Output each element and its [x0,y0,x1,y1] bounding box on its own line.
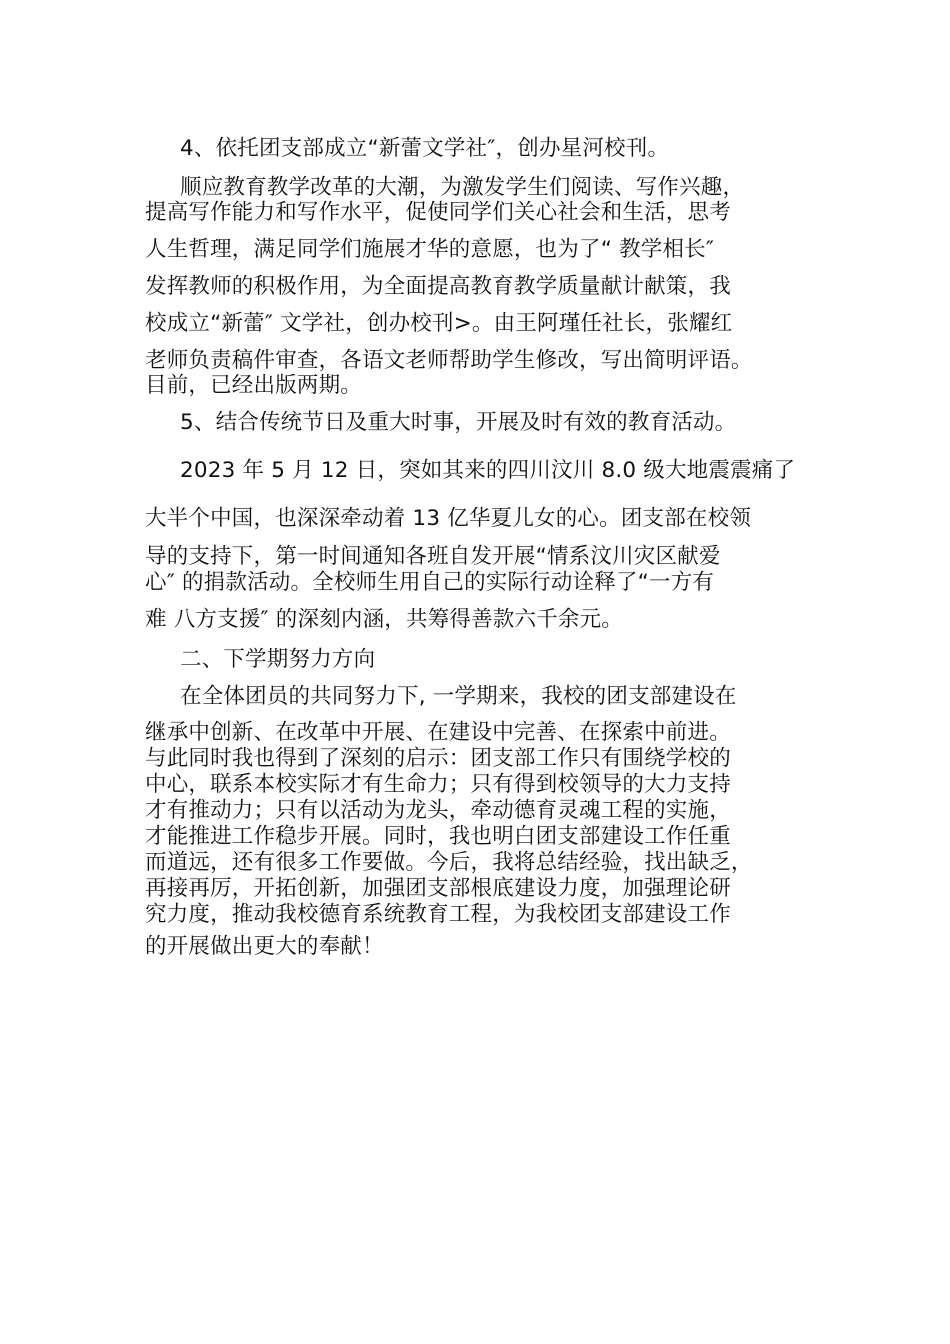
paragraph-line: 而道远，还有很多工作要做。今后，我将总结经验，找出缺乏， [145,850,753,875]
section-heading-2: 二、下学期努力方向 [180,647,376,672]
paragraph-line: 老师负责稿件审查，各语文老师帮助学生修改，写出简明评语。 [145,348,753,373]
paragraph-line: 顺应教育教学改革的大潮，为激发学生们阅读、写作兴趣， [180,175,745,200]
paragraph-line: 才有推动力；只有以活动为龙头，牵动德育灵魂工程的实施， [145,798,731,823]
paragraph-line: 继承中创新、在改革中开展、在建设中完善、在探索中前进。 [145,720,731,745]
paragraph-line: 人生哲理，满足同学们施展才华的意愿，也为了“ 教学相长″ [145,237,715,262]
paragraph-line: 再接再厉，开拓创新，加强团支部根底建设力度，加强理论研 [145,876,731,901]
paragraph-line: 究力度，推动我校德育系统教育工程，为我校团支部建设工作 [145,902,731,927]
paragraph-line: 心″ 的捐款活动。全校师生用自己的实际行动诠释了“一方有 [145,570,715,595]
paragraph-line: 在全体团员的共同努力下, 一学期来，我校的团支部建设在 [180,684,737,709]
paragraph-line: 才能推进工作稳步开展。同时，我也明白团支部建设工作任重 [145,824,731,849]
paragraph-line: 大半个中国，也深深牵动着 13 亿华夏儿女的心。团支部在校领 [145,506,752,531]
paragraph-line: 难 八方支援″ 的深刻内涵，共筹得善款六千余元。 [145,607,624,632]
paragraph-line: 发挥教师的积极作用，为全面提高教育教学质量献计献策，我 [145,274,731,299]
section-heading-5: 5、结合传统节日及重大时事，开展及时有效的教育活动。 [180,410,737,435]
paragraph-line: 提高写作能力和写作水平，促使同学们关心社会和生活，思考 [145,200,731,225]
paragraph-line: 与此同时我也得到了深刻的启示：团支部工作只有围绕学校的 [145,746,731,771]
paragraph-line: 2023 年 5 月 12 日，突如其来的四川汶川 8.0 级大地震震痛了 [180,458,796,483]
paragraph-line: 中心，联系本校实际才有生命力；只有得到校领导的大力支持 [145,772,731,797]
paragraph-line: 的开展做出更大的奉献！ [145,934,384,959]
paragraph-line: 目前，已经出版两期。 [145,373,363,398]
section-heading-4: 4、依托团支部成立“新蕾文学社″，创办星河校刊。 [180,136,670,161]
paragraph-line: 导的支持下，第一时间通知各班自发开展“情系汶川灾区献爱 [145,544,721,569]
paragraph-line: 校成立“新蕾″ 文学社，创办校刊>。由王阿瑾任社长，张耀红 [145,311,733,336]
